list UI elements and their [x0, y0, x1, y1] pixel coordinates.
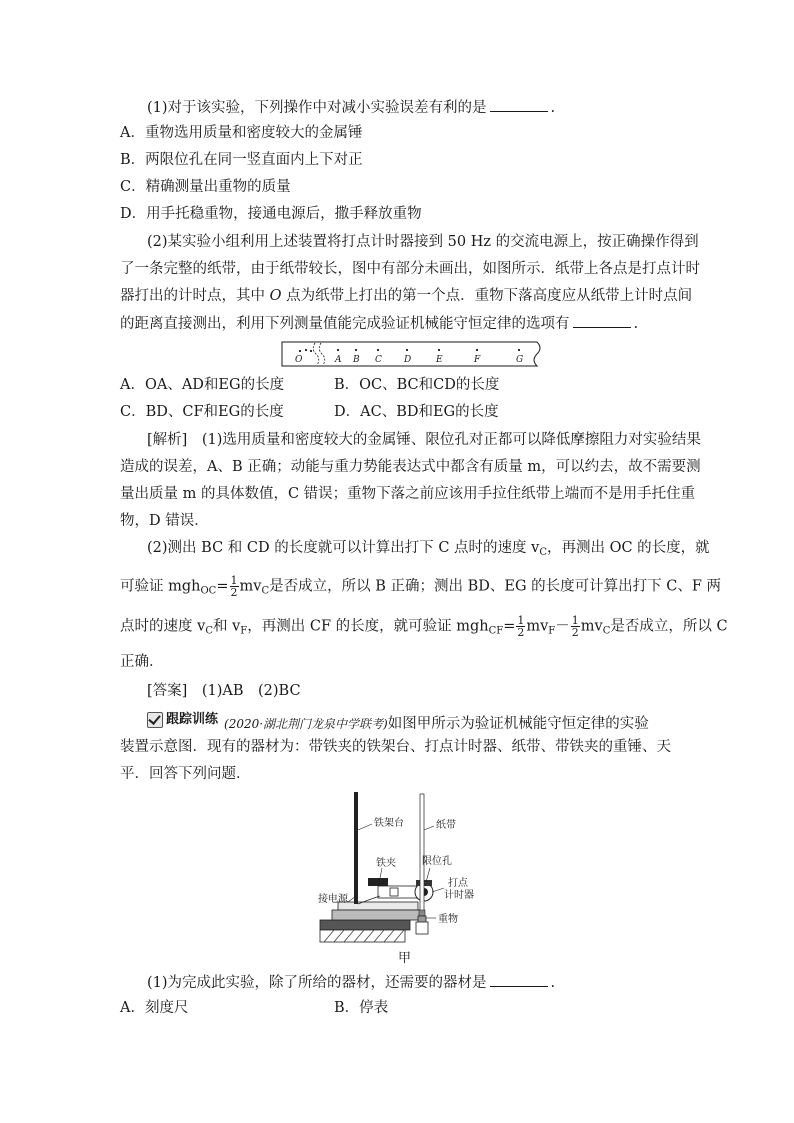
fraction: $\frac{1}{2}$ [571, 614, 579, 639]
answer-blank [573, 313, 631, 328]
check-icon [147, 712, 163, 728]
analysis-p1-l3: 量出质量 m 的具体数值，C 错误；重物下落之前应该用手拉住纸带上端而不是用手托住重 [120, 486, 696, 502]
tape-label-e: E [436, 355, 443, 365]
q1-option-b: B．两限位孔在同一竖直面内上下对正 [120, 152, 363, 168]
label-power: 接电源 [318, 894, 348, 905]
q1-option-d: D．用手托稳重物，接通电源后，撒手释放重物 [120, 206, 422, 222]
q1-option-a: A．重物选用质量和密度较大的金属锤 [120, 125, 363, 141]
analysis-p2-l3: 点时的速度 $v_C$和 $v_F$，再测出 CF 的长度，就可验证 mgh$_{CF}$= $\frac{1}{2}$ $mv_F-$ $\frac{1}{2}$ $mv_C$是否成立，所以 C [120, 614, 728, 639]
paper-tape-figure [281, 341, 543, 367]
label-stand: 铁架台 [374, 818, 404, 829]
practice-l2: 装置示意图．现有的器材为：带铁夹的铁架台、打点计时器、纸带、带铁夹的重锤、天 [120, 739, 671, 755]
q1-stem: (1)对于该实验，下列操作中对减小实验误差有利的是 . [147, 97, 707, 118]
q2-option-a: A．OA、AD和EG的长度 [120, 377, 285, 393]
tape-label-a: A [335, 355, 342, 365]
practice-q1-option-a: A．刻度尺 [120, 1000, 189, 1016]
practice-source: (2020·湖北荆门龙泉中学联考) [224, 717, 388, 731]
practice-l1: 跟踪训练 (2020·湖北荆门龙泉中学联考)如图甲所示为验证机械能守恒定律的实验 [147, 710, 707, 734]
analysis-p1-l2: 造成的误差，A、B 正确；动能与重力势能表达式中都含有质量 m，可以约去，故不需要测 [120, 459, 701, 475]
tape-label-f: F [474, 355, 481, 365]
figure-caption: 甲 [398, 951, 412, 966]
answer-blank [490, 972, 548, 987]
tape-label-o: O [295, 355, 303, 365]
analysis-p1-l4: 物，D 错误． [120, 513, 209, 529]
practice-q1-option-b: B．停表 [334, 1000, 389, 1016]
apparatus-figure [318, 792, 494, 964]
fraction: $\frac{1}{2}$ [230, 574, 238, 599]
analysis-p2-l1: (2)测出 BC 和 CD 的长度就可以计算出打下 C 点时的速度 $v_C$，再测出 OC 的长度，就 [147, 540, 710, 558]
q1-option-c: C．精确测量出重物的质量 [120, 179, 291, 195]
q2-option-c: C．BD、CF和EG的长度 [120, 404, 284, 420]
practice-badge: 跟踪训练 [147, 710, 218, 730]
tape-label-g: G [516, 355, 524, 365]
analysis-p2-l4: 正确． [120, 654, 164, 670]
q2-line1: (2)某实验小组利用上述装置将打点计时器接到 50 Hz 的交流电源上，按正确操作得到 [147, 234, 699, 250]
label-timer-2: 计时器 [444, 890, 474, 901]
tape-label-d: D [404, 355, 412, 365]
tape-label-c: C [375, 355, 382, 365]
label-tape: 纸带 [436, 820, 456, 831]
q2-option-b: B．OC、BC和CD的长度 [334, 377, 500, 393]
label-clamp: 铁夹 [376, 858, 396, 869]
answer-line: [答案] (1)AB (2)BC [147, 683, 301, 699]
q2-line2: 了一条完整的纸带，由于纸带较长，图中有部分未画出，如图所示．纸带上各点是打点计时 [120, 261, 700, 277]
answer-blank [490, 97, 548, 112]
q2-option-d: D．AC、BD和EG的长度 [334, 404, 499, 420]
analysis-p1-l1: [解析] (1)选用质量和密度较大的金属锤、限位孔对正都可以降低摩擦阻力对实验结果 [147, 432, 701, 448]
q2-line3: 器打出的计时点，其中 O 点为纸带上打出的第一个点．重物下落高度应从纸带上计时点间 [120, 288, 693, 304]
analysis-p2-l2: 可验证 mgh$_{OC}$= $\frac{1}{2}$ $mv_C$是否成立，所以 B 正确；测出 BD、EG 的长度可计算出打下 C、F 两 [120, 574, 722, 599]
tape-label-b: B [353, 355, 360, 365]
label-hole: 限位孔 [422, 856, 452, 867]
label-weight: 重物 [438, 914, 458, 925]
q2-line4: 的距离直接测出，利用下列测量值能完成验证机械能守恒定律的选项有 . [120, 313, 680, 334]
practice-q1-stem: (1)为完成此实验，除了所给的器材，还需要的器材是 . [147, 972, 707, 993]
practice-l3: 平．回答下列问题． [120, 766, 251, 782]
fraction: $\frac{1}{2}$ [517, 614, 525, 639]
label-timer-1: 打点 [448, 878, 468, 889]
